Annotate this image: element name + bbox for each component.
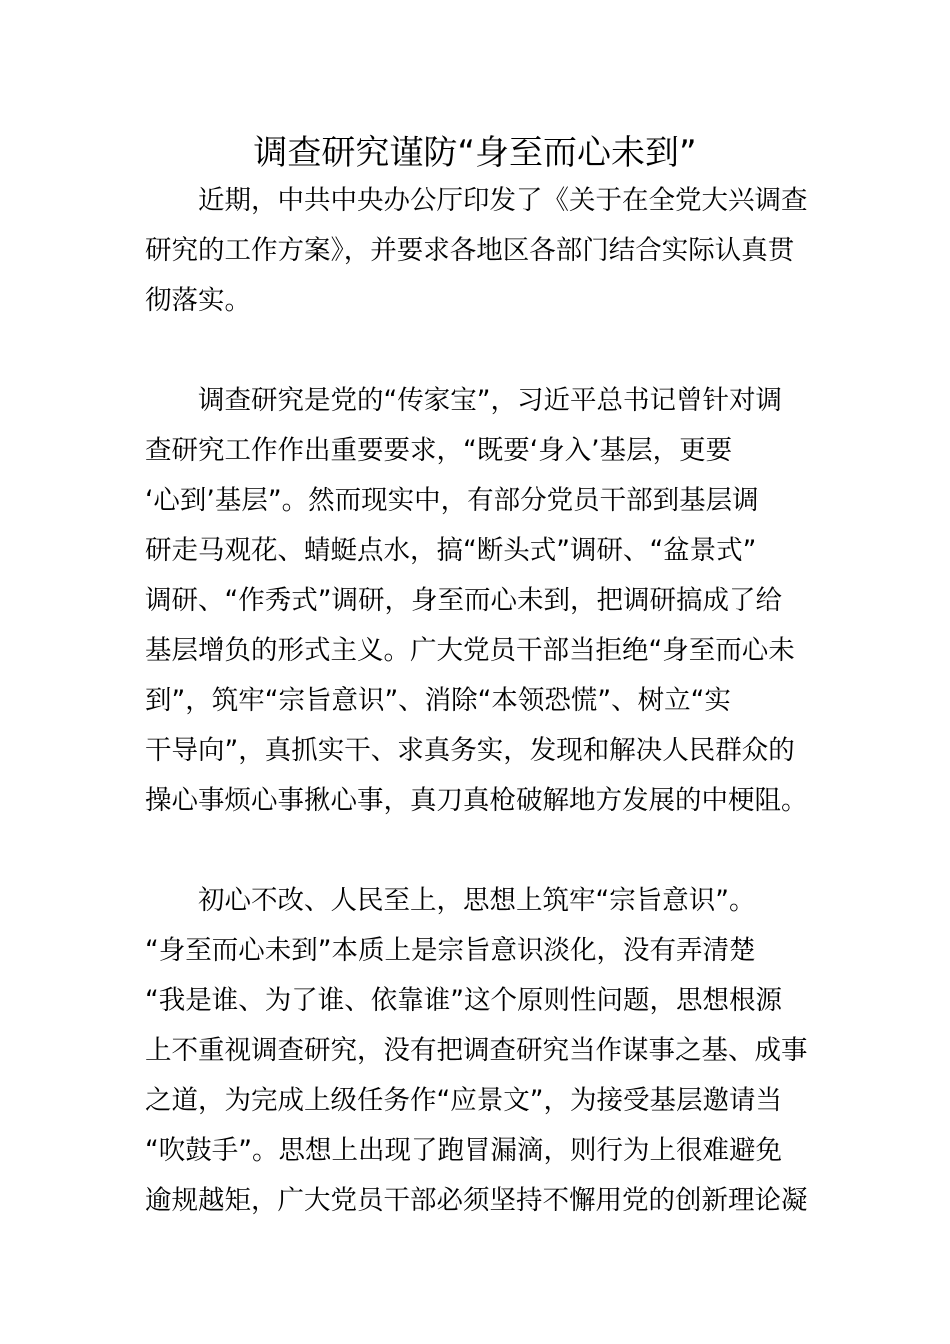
paragraph-line: “吹鼓手”。思想上出现了跑冒漏滴，则行为上很难避免 <box>145 1135 782 1166</box>
paragraph-line: 操心事烦心事揪心事，真刀真枪破解地方发展的中梗阻。 <box>145 785 808 816</box>
paragraph-2 <box>145 376 813 826</box>
paragraph-line: 之道，为完成上级任务作“应景文”，为接受基层邀请当 <box>145 1085 782 1116</box>
paragraph-line: 基层增负的形式主义。广大党员干部当拒绝“身至而心未 <box>145 635 795 666</box>
paragraph-line: “我是谁、为了谁、依靠谁”这个原则性问题，思想根源 <box>145 985 782 1016</box>
paragraph-line: 到”，筑牢“宗旨意识”、消除“本领恐慌”、树立“实 <box>145 685 731 716</box>
paragraph-line: 逾规越矩，广大党员干部必须坚持不懈用党的创新理论凝 <box>145 1185 808 1216</box>
paragraph-line: “身至而心未到”本质上是宗旨意识淡化，没有弄清楚 <box>145 935 756 966</box>
paragraph-line: ‘心到’基层”。然而现实中，有部分党员干部到基层调 <box>145 485 759 516</box>
paragraph-line: 初心不改、人民至上，思想上筑牢“宗旨意识”。 <box>145 885 756 916</box>
paragraph-line: 上不重视调查研究，没有把调查研究当作谋事之基、成事 <box>145 1035 808 1066</box>
paragraph-line: 研走马观花、蜻蜓点水，搞“断头式”调研、“盆景式” <box>145 535 757 566</box>
paragraph-line: 干导向”，真抓实干、求真务实，发现和解决人民群众的 <box>145 735 795 766</box>
paragraph-line: 研究的工作方案》，并要求各地区各部门结合实际认真贯 <box>145 235 795 266</box>
document-title: 调查研究谨防“身至而心未到” <box>253 133 697 173</box>
paragraph-3 <box>145 876 813 1226</box>
paragraph-line: 近期，中共中央办公厅印发了《关于在全党大兴调查 <box>145 185 808 216</box>
paragraph-line: 彻落实。 <box>145 285 251 316</box>
paragraph-1 <box>145 176 813 326</box>
paragraph-line: 查研究工作作出重要要求，“既要‘身入’基层，更要 <box>145 435 733 466</box>
paragraph-line: 调查研究是党的“传家宝”，习近平总书记曾针对调 <box>145 385 782 416</box>
paragraph-line: 调研、“作秀式”调研，身至而心未到，把调研搞成了给 <box>145 585 782 616</box>
